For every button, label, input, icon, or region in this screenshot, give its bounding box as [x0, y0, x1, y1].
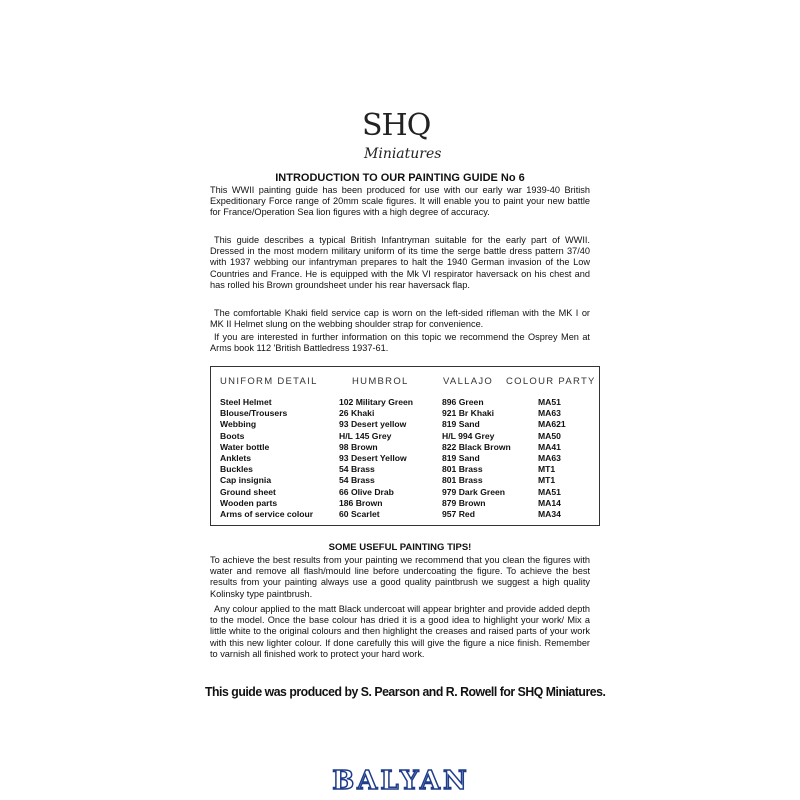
- cell-uniform: Ground sheet: [220, 486, 276, 497]
- cell-uniform: Webbing: [220, 419, 257, 430]
- cell-humbrol: 54 Brass: [339, 464, 375, 475]
- cell-vallajo: 957 Red: [442, 508, 475, 519]
- cell-colour-party: MA63: [538, 408, 561, 419]
- cell-colour-party: MA34: [538, 508, 561, 519]
- credit-line: This guide was produced by S. Pearson and R. Rowell for SHQ Miniatures.: [205, 684, 606, 699]
- table-row: [211, 475, 599, 486]
- cell-colour-party: MA50: [538, 430, 561, 441]
- paint-table: [210, 366, 600, 526]
- cell-humbrol: 54 Brass: [339, 475, 375, 486]
- intro-paragraph-1: This WWII painting guide has been produced for use with our early war 1939-40 British Expeditionary Force range of 20mm scale figures. It will enable you to paint your new battle for France/Operation Sea lion figures with a high degree of accuracy.: [210, 185, 590, 218]
- cell-vallajo: 801 Brass: [442, 475, 483, 486]
- header-colour-party: COLOUR PARTY: [506, 376, 596, 387]
- cell-colour-party: MA51: [538, 486, 561, 497]
- cell-colour-party: MA14: [538, 497, 561, 508]
- cell-vallajo: 896 Green: [442, 397, 484, 407]
- table-row: [211, 419, 599, 430]
- cell-humbrol: 186 Brown: [339, 497, 383, 508]
- cell-uniform: Blouse/Trousers: [220, 408, 288, 419]
- cell-vallajo: H/L 994 Grey: [442, 430, 495, 441]
- cell-uniform: Steel Helmet: [220, 397, 272, 407]
- cell-vallajo: 921 Br Khaki: [442, 408, 495, 419]
- table-row: [211, 498, 599, 509]
- tips-paragraph-2: Any colour applied to the matt Black undercoat will appear brighter and provide added depth to the model. Once the base colour has dried it is a good idea to highlight your work/ Mix a little white to the original colours and then highlight the creases and raised parts of your work with this new lighter colour. If done carefully this will give the figure a nice finish. Remember to varnish all finished work to protect your hard work.: [210, 604, 590, 659]
- cell-vallajo: 801 Brass: [442, 464, 483, 475]
- cell-vallajo: 879 Brown: [442, 497, 486, 508]
- cell-colour-party: MT1: [538, 464, 556, 475]
- watermark-logo: [313, 766, 489, 796]
- logo-main-text: SHQ: [362, 108, 431, 143]
- shq-logo: [350, 108, 450, 168]
- cell-uniform: Arms of service colour: [220, 508, 314, 519]
- cell-uniform: Buckles: [220, 464, 253, 475]
- cell-colour-party: MA621: [538, 419, 566, 430]
- cell-humbrol: 60 Scarlet: [339, 508, 380, 519]
- cell-vallajo: 979 Dark Green: [442, 486, 506, 497]
- intro-paragraph-2: This guide describes a typical British Infantryman suitable for the early part of WWII. Dressed in the most modern military uniform of its time the serge battle dress pattern 37/40 with 1937 webbing our infantryman prepares to halt the 1940 German invasion of the Low Countries and France. He is equipped with the Mk VI respirator haversack on his chest and has rolled his Brown groundsheet under his rear haversack flap.: [210, 235, 590, 290]
- table-row: [211, 509, 599, 520]
- cell-uniform: Cap insignia: [220, 475, 272, 486]
- cell-uniform: Water bottle: [220, 441, 270, 452]
- cell-colour-party: MA41: [538, 441, 561, 452]
- cell-colour-party: MA63: [538, 452, 561, 463]
- cell-humbrol: 26 Khaki: [339, 408, 375, 419]
- table-row: [211, 453, 599, 464]
- tips-paragraph-1: To achieve the best results from your painting we recommend that you clean the figures with water and remove all flash/mould line before undercoating the figure. To achieve the best results from your painting always use a good quality paintbrush we suggest a high quality Kolinsky type paintbrush.: [210, 555, 590, 599]
- cell-humbrol: 66 Olive Drab: [339, 486, 394, 497]
- cell-uniform: Boots: [220, 430, 245, 441]
- cell-humbrol: H/L 145 Grey: [339, 430, 392, 441]
- table-row: [211, 487, 599, 498]
- cell-colour-party: MT1: [538, 475, 556, 486]
- table-row: [211, 431, 599, 442]
- table-row: [211, 408, 599, 419]
- logo-sub-text: Miniatures: [364, 146, 442, 162]
- intro-paragraph-3: The comfortable Khaki field service cap is worn on the left-sided rifleman with the MK I or MK II Helmet slung on the webbing shoulder strap for convenience.: [210, 308, 590, 330]
- header-vallajo: VALLAJO: [443, 376, 494, 387]
- cell-humbrol: 93 Desert yellow: [339, 419, 407, 430]
- header-humbrol: HUMBROL: [352, 376, 409, 387]
- cell-vallajo: 819 Sand: [442, 419, 480, 430]
- intro-title: INTRODUCTION TO OUR PAINTING GUIDE No 6: [275, 172, 525, 184]
- header-uniform-detail: UNIFORM DETAIL: [220, 376, 318, 387]
- cell-uniform: Wooden parts: [220, 497, 278, 508]
- cell-colour-party: MA51: [538, 397, 561, 407]
- watermark-text: BALYAN: [332, 766, 470, 796]
- tips-title: SOME USEFUL PAINTING TIPS!: [328, 542, 472, 553]
- cell-uniform: Anklets: [220, 452, 252, 463]
- intro-paragraph-4: If you are interested in further information on this topic we recommend the Osprey Men at Arms book 112 'British Battledress 1937-61.: [210, 332, 590, 354]
- cell-humbrol: 98 Brown: [339, 441, 378, 452]
- cell-vallajo: 822 Black Brown: [442, 441, 511, 452]
- cell-humbrol: 93 Desert Yellow: [339, 452, 407, 463]
- table-row: [211, 397, 599, 408]
- table-row: [211, 442, 599, 453]
- cell-humbrol: 102 Military Green: [339, 397, 414, 407]
- table-row: [211, 464, 599, 475]
- cell-vallajo: 819 Sand: [442, 452, 480, 463]
